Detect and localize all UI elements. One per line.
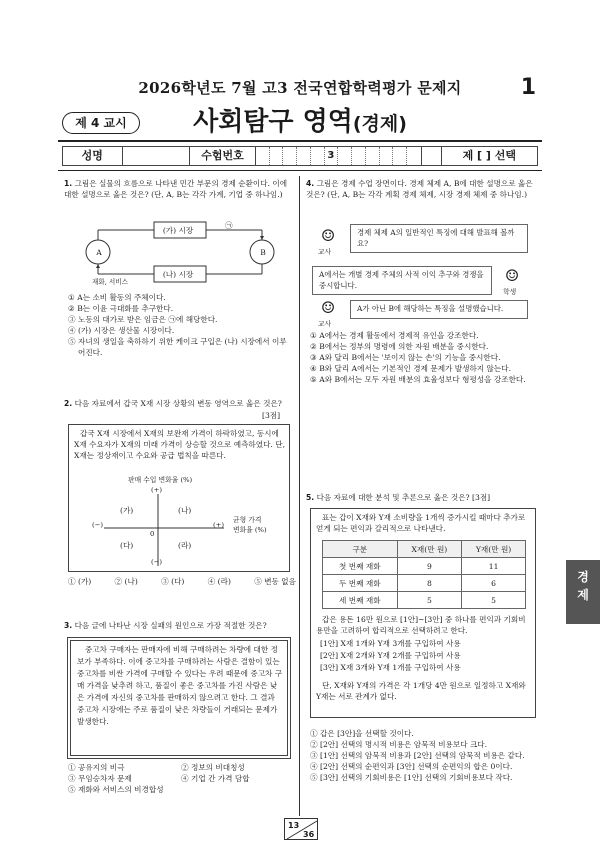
- page-current: 13: [288, 821, 300, 830]
- table-cell: 5: [462, 592, 526, 609]
- q1-flow-mark: ㉠: [225, 221, 233, 230]
- q2-option-2[interactable]: ② (나): [114, 577, 138, 586]
- table-cell: 두 번째 재화: [323, 575, 398, 592]
- q2-x-label-1: 균형 가격: [233, 516, 262, 524]
- q1-flow-label: 재화, 서비스: [92, 278, 129, 286]
- table-row: [323, 575, 526, 592]
- table-cell: 11: [462, 558, 526, 575]
- q2-option-4[interactable]: ④ (라): [207, 577, 231, 586]
- q3-stem: 3. 다음 글에 나타난 시장 실패의 원인으로 가장 적절한 것은?: [64, 621, 267, 630]
- q2-region-da: (다): [120, 541, 134, 550]
- q2-option-5[interactable]: ⑤ 변동 없음: [254, 577, 296, 586]
- exam-no-digit: 3: [325, 147, 339, 165]
- q1-node-a: A: [96, 248, 102, 257]
- q1-options: [68, 292, 292, 358]
- q4-teacher-label-2: 교사: [318, 320, 332, 328]
- q4-bubble-3: A가 아닌 B에 해당하는 특징을 설명했습니다.: [350, 300, 528, 319]
- q1-stem: 1. 그림은 실물의 흐름으로 나타낸 민간 부문의 경제 순환이다. 이에 대한 설명으로 옳은 것은? (단, A, B는 각각 가계, 기업 중 하나임.): [64, 179, 288, 199]
- q2-options: [68, 576, 296, 587]
- q2-region-ga: (가): [120, 506, 134, 515]
- q2-x-label-2: 변화율 (%): [233, 526, 267, 534]
- table-header-cell: X재(만 원): [397, 541, 462, 558]
- q1-option-2[interactable]: ② B는 이윤 극대화를 추구한다.: [68, 304, 174, 313]
- info-rule: [58, 170, 542, 171]
- exam-no-label: 수험번호: [190, 147, 256, 165]
- exam-no-field[interactable]: [256, 147, 422, 165]
- q1-node-b: B: [260, 248, 266, 257]
- q3-option-4[interactable]: ④ 기업 간 가격 담합: [181, 774, 250, 783]
- q1-market-b: (나) 시장: [162, 270, 194, 279]
- choice-label: 제 [ ] 선택: [462, 149, 517, 162]
- q2-plus-right: (+): [213, 521, 224, 529]
- q3-option-1[interactable]: ① 공유지의 비극: [68, 763, 125, 772]
- q4-bubble-1: 경제 체제 A의 일반적인 특징에 대해 발표해 볼까요?: [350, 224, 528, 253]
- q2-y-label: 판매 수입 변화율 (%): [128, 476, 193, 484]
- q5-option-5[interactable]: ⑤ [3안] 선택의 기회비용은 [1안] 선택의 기회비용보다 작다.: [310, 773, 513, 782]
- q2-region-na: (나): [178, 506, 192, 515]
- header-rule: [58, 140, 542, 142]
- q4-option-1[interactable]: ① A에서는 경제 활동에서 경제적 유인을 강조한다.: [310, 331, 479, 340]
- subject-side-tab: [566, 560, 600, 624]
- q5-options: [310, 728, 542, 783]
- q5-body-2: 단, X재와 Y재의 가격은 각 1개당 4만 원으로 일정하고 X재와 Y재는 서로 관계가 없다.: [316, 681, 526, 701]
- page-counter: [284, 818, 318, 840]
- table-row: [323, 558, 526, 575]
- q4-student-label: 학생: [503, 288, 517, 296]
- q5-plan-1: [1안] X재 1개와 Y재 3개를 구입하여 사용: [320, 639, 461, 648]
- table-header-cell: 구분: [323, 541, 398, 558]
- table-header-cell: Y재(만 원): [462, 541, 526, 558]
- name-label: 성명: [63, 147, 123, 165]
- student-icon: ☺: [504, 266, 520, 285]
- table-cell: 5: [397, 592, 462, 609]
- column-divider: [299, 176, 300, 816]
- q2-stem: 2. 다음 자료에서 갑국 X재 시장 상황의 변동 영역으로 옳은 것은?: [64, 399, 282, 408]
- q5-option-3[interactable]: ③ [1안] 선택의 암묵적 비용과 [2안] 선택의 암묵적 비용은 같다.: [310, 751, 525, 760]
- q1-option-1[interactable]: ① A는 소비 활동의 주체이다.: [68, 293, 166, 302]
- q2-plus-top: (+): [151, 486, 162, 494]
- q4-option-5[interactable]: ⑤ A와 B에서는 모두 자원 배분의 효율성보다 형평성을 강조한다.: [310, 375, 526, 384]
- q1-market-a: (가) 시장: [162, 226, 194, 235]
- q3-text: 다음 글에 나타난 시장 실패의 원인으로 가장 적절한 것은?: [74, 621, 267, 630]
- candidate-info-row: [62, 146, 538, 166]
- q2-option-1[interactable]: ① (가): [68, 577, 92, 586]
- q5-intro: 표는 갑이 X재와 Y재 소비량을 1개씩 증가시킬 때마다 추가로 얻게 되는 편익과 갈리적으로 나타낸다.: [316, 513, 526, 533]
- q5-option-2[interactable]: ② [2안] 선택의 명시적 비용은 암묵적 비용보다 크다.: [310, 740, 488, 749]
- q2-minus-left: (−): [92, 521, 103, 529]
- q2-points: [3점]: [262, 411, 281, 420]
- q3-options: [68, 762, 294, 795]
- teacher-icon-2: ☺: [320, 298, 336, 317]
- q5-plan-3: [3안] X재 3개와 Y재 1개를 구입하여 사용: [320, 663, 461, 673]
- teacher-icon: ☺: [320, 226, 336, 245]
- table-cell: 6: [462, 575, 526, 592]
- q5-option-1[interactable]: ① 갑은 [3안]을 선택할 것이다.: [310, 729, 414, 738]
- subject-title: [0, 104, 600, 142]
- q5-plan-2: [2안] X재 2개와 Y재 2개를 구입하여 사용: [320, 651, 461, 661]
- q3-option-2[interactable]: ② 정보의 비대칭성: [181, 763, 245, 772]
- q5-table-wrap: [322, 540, 526, 609]
- table-cell: 첫 번째 재화: [323, 558, 398, 575]
- q5-stem: 5. 다음 자료에 대한 분석 및 추론으로 옳은 것은? [3점]: [306, 493, 491, 502]
- q4-text: 그림은 경제 수업 장면이다. 경제 체제 A, B에 대한 설명으로 옳은 것은? (단, A, B는 각각 계획 경제 체제, 시장 경제 체제 중 하나임.): [306, 179, 533, 199]
- q5-option-4[interactable]: ④ [2안] 선택의 순편익과 [3안] 선택의 순편익의 합은 0이다.: [310, 762, 513, 771]
- q3-option-5[interactable]: ⑤ 재화와 서비스의 비경합성: [68, 785, 164, 794]
- q5-table: [322, 540, 526, 609]
- q2-region-ra: (라): [178, 541, 192, 550]
- q3-option-3[interactable]: ③ 무임승차자 문제: [68, 774, 132, 783]
- q4-teacher-label-1: 교사: [318, 248, 332, 256]
- q1-option-5[interactable]: ⑤ 자녀의 생일을 축하하기 위한 케이크 구입은 (나) 시장에서 이루어진다.: [68, 337, 287, 357]
- q4-option-3[interactable]: ③ A와 달리 B에서는 '보이지 않는 손'의 기능을 중시한다.: [310, 353, 501, 362]
- table-cell: 8: [397, 575, 462, 592]
- q1-text: 그림은 실물의 흐름으로 나타낸 민간 부문의 경제 순환이다. 이에 대한 설명으로 옳은 것은? (단, A, B는 각각 가계, 기업 중 하나임.): [64, 179, 288, 199]
- q4-stem: 4. 그림은 경제 수업 장면이다. 경제 체제 A, B에 대한 설명으로 옳은 것은? (단, A, B는 각각 계획 경제 체제, 시장 경제 체제 중 하나임.): [306, 179, 533, 199]
- table-cell: 세 번째 재화: [323, 592, 398, 609]
- q4-options: [310, 330, 540, 385]
- q2-text: 다음 자료에서 갑국 X재 시장 상황의 변동 영역으로 옳은 것은?: [74, 399, 282, 408]
- q4-option-4[interactable]: ④ B와 달리 A에서는 기본적인 경제 문제가 발생하지 않는다.: [310, 364, 511, 373]
- session-badge: 제 4 교시: [62, 112, 140, 134]
- subject-paren: (경제): [352, 113, 407, 135]
- table-cell: 9: [397, 558, 462, 575]
- subject-main: 사회탐구 영역: [193, 107, 353, 137]
- name-field[interactable]: [123, 147, 191, 165]
- q5-plans: [320, 638, 530, 674]
- q2-option-3[interactable]: ③ (다): [161, 577, 185, 586]
- q4-option-2[interactable]: ② B에서는 정부의 명령에 의한 자원 배분을 중시한다.: [310, 342, 489, 351]
- q2-minus-bottom: (−): [151, 558, 162, 566]
- q4-bubble-2: A에서는 개별 경제 주체의 사적 이익 추구와 경쟁을 중시합니다.: [312, 266, 492, 295]
- q1-option-3[interactable]: ③ 노동의 대가로 받은 임금은 ㉠에 해당한다.: [68, 315, 218, 324]
- table-row: [323, 592, 526, 609]
- side-tab-label: 경제: [577, 570, 589, 602]
- q2-origin: 0: [150, 530, 155, 538]
- exam-header-title: 2026학년도 7월 고3 전국연합학력평가 문제지: [138, 79, 462, 97]
- q1-option-4[interactable]: ④ (가) 시장은 생산물 시장이다.: [68, 326, 175, 335]
- q2-box-text: 갑국 X재 시장에서 X재의 보완재 가격이 하락하였고, 동시에 X재 수요자가 X재의 미래 가격이 상승할 것으로 예측하였다. 단, X재는 정상재이고 수요와 공급 법칙을 따른다.: [74, 429, 286, 460]
- q5-body-1: 갑은 용돈 16만 원으로 [1안]~[3안] 중 하나를 편익과 기회비용만을 고려하여 합리적으로 선택하려고 한다.: [316, 615, 526, 635]
- q3-box-text: 중고차 구매자는 판매자에 비해 구매하려는 차량에 대한 정보가 부족하다. 이에 중고차를 구매하려는 사람은 결함이 있는 중고차를 비싼 가격에 구매할 수 있다는 우려 때문에 중고차 구매 가격을 낮추려 하고, 품질이 좋은 중고차를 가진 사람은 낮은 가격에 자신의 중고차를 판매하지 않으려고 한다. 그 결과 중고차 시장에는 주로 품질이 낮은 차량들이 거래되는 문제가 발생한다.: [77, 645, 283, 726]
- table-header-row: [323, 541, 526, 558]
- page-number: 1: [520, 75, 536, 100]
- page-total: 36: [303, 830, 315, 839]
- q5-points: [3점]: [472, 493, 491, 502]
- q5-text: 다음 자료에 대한 분석 및 추론으로 옳은 것은?: [316, 493, 470, 502]
